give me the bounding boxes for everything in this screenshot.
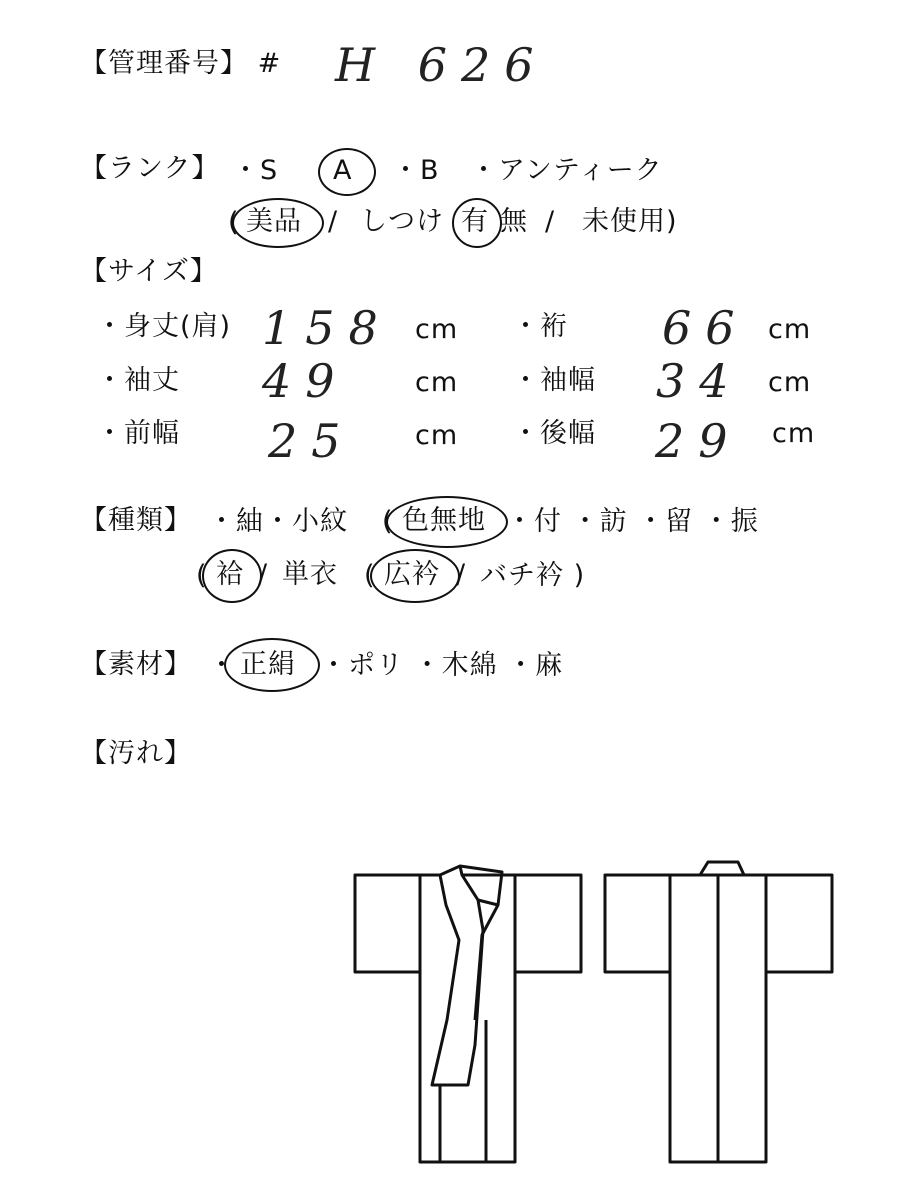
size-label-sodehaba: ・袖幅 (512, 365, 596, 396)
material-options: ・ポリ ・木綿 ・麻 (320, 650, 564, 681)
stain-label: 【汚れ】 (80, 738, 192, 769)
size-unit-sodetake: cm (415, 367, 459, 398)
size-unit-mitake: cm (415, 314, 459, 345)
rank-label: 【ランク】 (80, 153, 220, 184)
size-label-maehaba: ・前幅 (96, 418, 180, 449)
size-value-sodetake: 49 (262, 354, 349, 408)
kimono-front-diagram (355, 866, 581, 1162)
type-bachieri: バチ衿 ) (480, 560, 586, 591)
shitsuke-no: 無 (500, 206, 528, 237)
type-paren-0: ( (196, 560, 208, 591)
control-number-label: 【管理番号】 # (80, 48, 282, 79)
rank-option-antique: ・アンティーク (470, 155, 663, 186)
shitsuke-label: しつけ (360, 206, 444, 237)
size-unit-sodehaba: cm (768, 367, 812, 398)
size-unit-maehaba: cm (415, 420, 459, 451)
rank-option-a: A (333, 155, 353, 186)
condition-unused: 未使用) (582, 206, 678, 237)
rank-option-b: ・B (392, 155, 440, 186)
material-dot: ・ (208, 650, 236, 681)
condition-slash-2: / (545, 206, 556, 237)
type-label: 【種類】 (80, 505, 192, 536)
type-slash-1: / (258, 559, 269, 590)
type-slash-2: / (456, 559, 467, 590)
size-label-sodetake: ・袖丈 (96, 365, 180, 396)
type-hitoe: 単衣 (282, 559, 338, 590)
size-unit-ushirohaba: cm (772, 418, 816, 449)
material-selected: 正絹 (240, 649, 296, 680)
size-value-mitake: 158 (262, 301, 392, 355)
condition-new: 美品 (246, 206, 302, 237)
size-label-ushirohaba: ・後幅 (512, 418, 596, 449)
size-value-yuki: 66 (662, 301, 749, 355)
type-hiroeri: 広衿 (384, 559, 440, 590)
kimono-back-diagram (605, 862, 832, 1162)
type-awase: 袷 (216, 559, 244, 590)
size-label: 【サイズ】 (80, 256, 218, 287)
rank-option-s: ・S (232, 155, 279, 186)
type-paren-2: ( (364, 560, 376, 591)
type-options-pre: ・紬・小紋 (208, 506, 348, 537)
size-unit-yuki: cm (768, 314, 812, 345)
condition-slash-1: / (328, 206, 339, 237)
size-value-sodehaba: 34 (656, 354, 743, 408)
shitsuke-yes: 有 (461, 206, 489, 237)
size-label-yuki: ・裄 (512, 311, 568, 342)
control-number-value: H 626 (335, 38, 548, 92)
size-value-ushirohaba: 29 (655, 414, 742, 468)
condition-paren: ( (228, 207, 240, 238)
material-label: 【素材】 (80, 649, 192, 680)
size-value-maehaba: 25 (268, 414, 355, 468)
type-selected: 色無地 (402, 505, 486, 536)
size-label-mitake: ・身丈(肩) (96, 311, 232, 342)
type-paren: ( (382, 506, 394, 537)
type-options-post: ・付 ・訪 ・留 ・振 (506, 506, 759, 537)
